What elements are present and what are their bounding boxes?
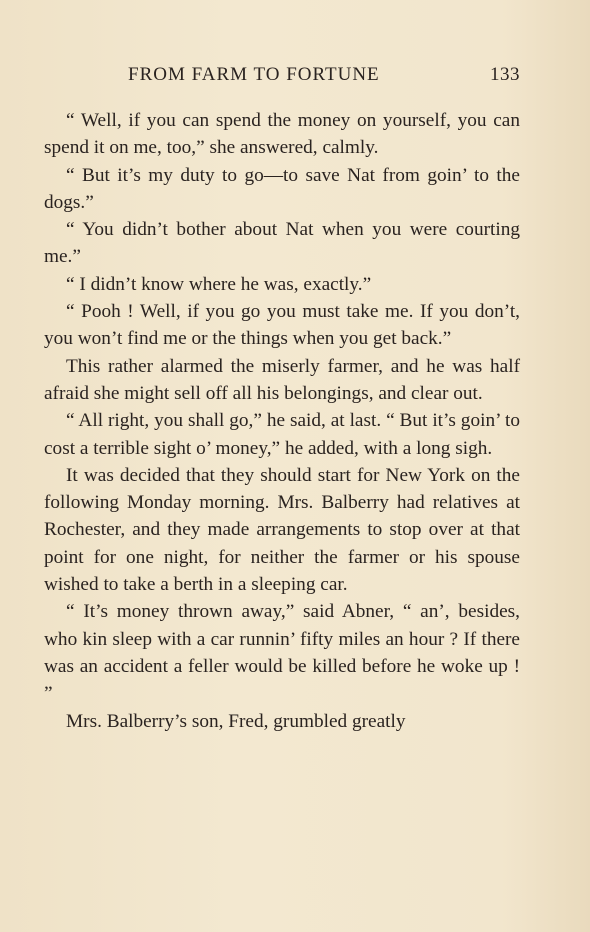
running-head [44, 64, 520, 94]
paragraph: “ But it’s my duty to go—to save Nat from goin’ to the dogs.” [44, 164, 520, 213]
paragraph: “ You didn’t bother about Nat when you were courting me.” [44, 219, 520, 268]
paragraph: This rather alarmed the miserly farmer, and he was half afraid she might sell off all his belongings, and clear out. [44, 355, 520, 404]
page-number: 133 [490, 64, 520, 85]
paragraph: “ It’s money thrown away,” said Abner, “ an’, besides, who kin sleep with a car runnin’ fifty miles an hour ? If there was an accident a feller would be killed before he woke up ! ” [44, 601, 520, 705]
paragraph: Mrs. Balberry’s son, Fred, grumbled greatly [66, 710, 406, 732]
body-text [44, 107, 520, 735]
paragraph: “ Pooh ! Well, if you go you must take me. If you don’t, you won’t find me or the things when you get back.” [44, 301, 520, 350]
running-title: FROM FARM TO FORTUNE [128, 64, 380, 85]
paragraph: “ I didn’t know where he was, exactly.” [66, 273, 372, 295]
paragraph: “ All right, you shall go,” he said, at last. “ But it’s goin’ to cost a terrible sight o’ money,” he added, with a long sigh. [44, 410, 520, 459]
paragraph: It was decided that they should start for New York on the following Monday morning. Mrs. Balberry had relatives at Rochester, and they made arrangements to stop over at that point for one night, for neither the farmer or his spouse wished to take a berth in a sleeping car. [44, 464, 520, 596]
paragraph: “ Well, if you can spend the money on yourself, you can spend it on me, too,” she answered, calmly. [44, 110, 520, 159]
